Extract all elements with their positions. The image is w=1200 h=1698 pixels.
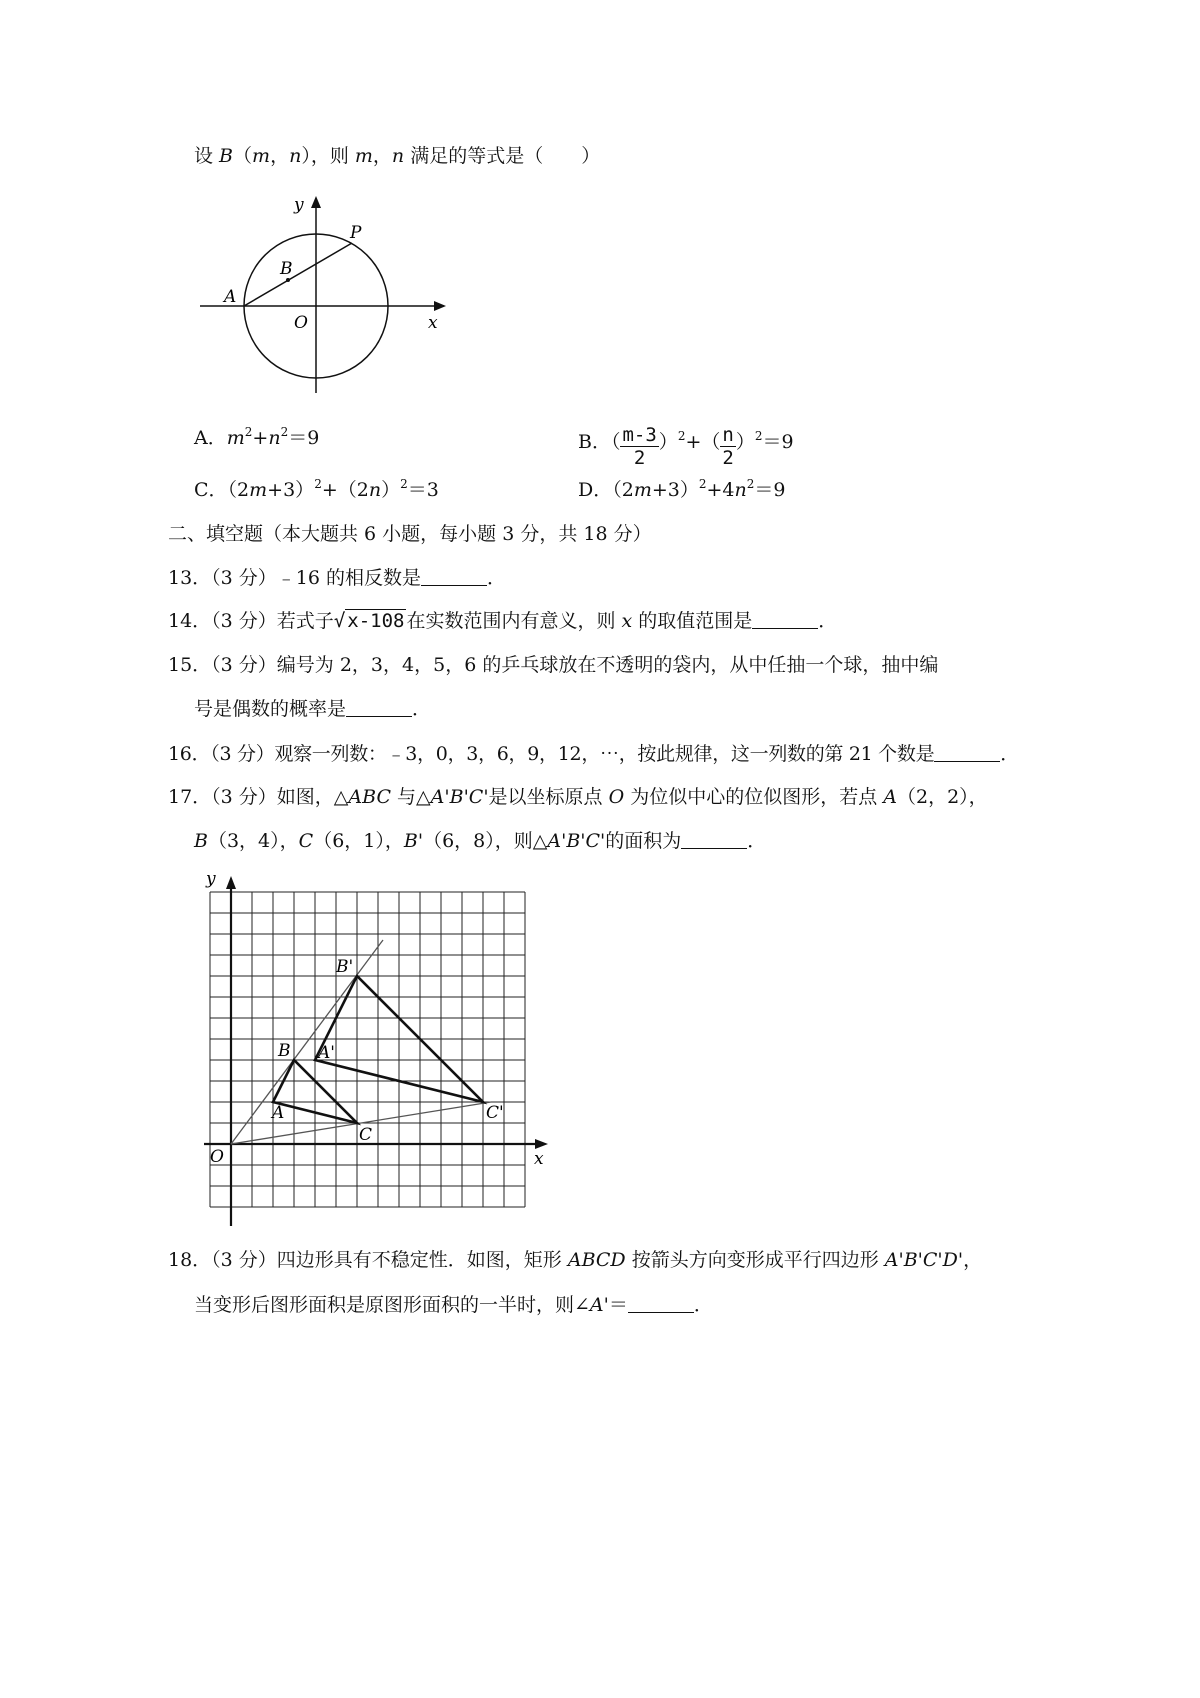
triangle-name: ABC (348, 786, 391, 808)
y-arrow-icon (311, 196, 321, 208)
q17-grid-figure (196, 872, 556, 1228)
answer-blank[interactable] (346, 698, 412, 717)
q12-var-m: m (252, 145, 271, 167)
label-Bp: B' (336, 957, 354, 977)
q12-option-d (578, 476, 786, 504)
x-arrow-icon (535, 1139, 548, 1149)
question-16 (168, 740, 1019, 768)
q14-text: 在实数范围内有意义，则 (406, 610, 622, 632)
q12-text: ），则 (301, 145, 355, 167)
q12-text: 设 (194, 145, 220, 167)
exponent: 2 (314, 477, 322, 491)
answer-blank[interactable] (752, 610, 818, 629)
q17-text: （3，4）， (207, 830, 299, 852)
radicand: x-108 (347, 610, 405, 632)
q18-text: 当变形后图形面积是原图形面积的一半时，则∠ (194, 1294, 590, 1316)
var-m: m (633, 479, 652, 501)
question-18-line1 (168, 1246, 982, 1274)
equals: ＝9 (288, 427, 320, 449)
var-B: B (194, 830, 208, 852)
text: +3） (651, 479, 699, 501)
label-Cp: C' (486, 1103, 504, 1123)
numerator: m-3 (622, 424, 657, 446)
question-17-line2 (194, 827, 766, 855)
exponent: 2 (746, 477, 755, 491)
fraction (620, 424, 658, 469)
numerator: n (722, 424, 734, 446)
rect-name: ABCD (567, 1249, 626, 1271)
q12-text: （ (233, 145, 253, 167)
label-y: y (206, 872, 216, 889)
label-B: B (278, 1041, 291, 1061)
var-n: n (368, 479, 382, 501)
q17-text: 是以坐标原点 (488, 786, 609, 808)
var-n: n (734, 479, 747, 501)
q12-text: 满足的等式是（ ） (404, 145, 601, 167)
var-A: A (883, 786, 897, 808)
question-17-line1 (168, 783, 988, 811)
period: ． (487, 567, 507, 589)
answer-blank[interactable] (421, 567, 487, 586)
label-y: y (294, 195, 304, 215)
q17-text: 17．（3 分）如图，△ (168, 786, 349, 808)
exponent: 2 (400, 477, 408, 491)
plus: +（ (685, 431, 721, 453)
option-label: B．（ (578, 431, 621, 453)
q12-text: ， (270, 145, 290, 167)
section-heading: 二、填空题（本大题共 6 小题，每小题 3 分，共 18 分） (168, 523, 652, 545)
q12-var-m: m (354, 145, 373, 167)
exponent: 2 (280, 425, 289, 439)
sqrt-expression (334, 607, 407, 635)
text: +（2 (321, 479, 369, 501)
text: +3） (267, 479, 315, 501)
q17-text: 的面积为 (605, 830, 682, 852)
q17-text: 与△ (391, 786, 431, 808)
q13-text: 13．（3 分）﹣16 的相反数是 (168, 567, 422, 589)
q18-text: 按箭头方向变形成平行四边形 (625, 1249, 885, 1271)
triangle-name: A'B'C' (547, 830, 606, 852)
var-n: n (268, 427, 281, 449)
grid-lines (210, 892, 525, 1207)
label-A: A (224, 287, 237, 307)
q12-var-n: n (391, 145, 405, 167)
q17-text: （2，2）， (897, 786, 988, 808)
paren: ） (658, 431, 678, 453)
var-O: O (608, 786, 625, 808)
q12-stem (194, 142, 600, 170)
q12-option-c (194, 476, 439, 504)
fraction (720, 424, 735, 469)
period: ． (818, 610, 838, 632)
var-Ap: A' (589, 1294, 609, 1316)
exponent: 2 (244, 425, 253, 439)
y-arrow-icon (226, 876, 236, 889)
q17-text: （6，8），则△ (423, 830, 548, 852)
label-P: P (350, 223, 362, 243)
q14-text: 的取值范围是 (632, 610, 753, 632)
var-m: m (226, 427, 245, 449)
exponent: 2 (754, 429, 763, 443)
question-13 (168, 564, 506, 592)
label-C: C (359, 1125, 373, 1145)
equals: ＝3 (407, 479, 439, 501)
exponent: 2 (698, 477, 707, 491)
q12-var-n: n (289, 145, 302, 167)
radical-icon: √ (333, 610, 346, 632)
answer-blank[interactable] (628, 1294, 694, 1313)
q17-text: 为位似中心的位似图形，若点 (624, 786, 884, 808)
parallelogram-name: A'B'C'D' (884, 1249, 964, 1271)
option-label: A． (194, 427, 227, 449)
answer-blank[interactable] (934, 743, 1000, 762)
q17-text: （6，1）， (313, 830, 404, 852)
q18-text: ， (963, 1249, 983, 1271)
plus: + (252, 427, 269, 449)
label-O: O (294, 313, 308, 333)
var-m: m (249, 479, 268, 501)
x-arrow-icon (434, 301, 446, 311)
period: ． (412, 698, 432, 720)
q16-text: 16．（3 分）观察一列数：﹣3，0，3，6，9，12，⋯，按此规律，这一列数的第 21 个数是 (168, 743, 935, 765)
q18-text: ＝ (608, 1294, 628, 1316)
equals: ＝9 (762, 431, 794, 453)
ray-OB (231, 940, 383, 1144)
label-x: x (534, 1149, 544, 1169)
q18-text: 18．（3 分）四边形具有不稳定性．如图，矩形 (168, 1249, 568, 1271)
var-C: C (298, 830, 314, 852)
equals: ＝9 (754, 479, 786, 501)
q12-var-B: B (219, 145, 234, 167)
period: ． (747, 830, 767, 852)
option-label: C．（2 (194, 479, 250, 501)
option-label: D．（2 (578, 479, 634, 501)
label-A: A (272, 1103, 285, 1123)
var-x: x (621, 610, 633, 632)
label-B: B (280, 259, 293, 279)
period: ． (693, 1294, 713, 1316)
q12-option-b (578, 424, 794, 469)
label-x: x (428, 313, 438, 333)
question-14 (168, 607, 837, 635)
text: +4 (706, 479, 735, 501)
q12-option-a (194, 424, 319, 452)
label-Ap: A' (318, 1043, 335, 1063)
answer-blank[interactable] (681, 830, 747, 849)
label-O: O (210, 1147, 224, 1167)
period: ． (1000, 743, 1019, 765)
question-15-line1: 15．（3 分）编号为 2，3，4，5，6 的乒乓球放在不透明的袋内，从中任抽一个球，抽中编 (168, 654, 939, 676)
question-15-line2 (194, 695, 431, 723)
q15-text: 号是偶数的概率是 (194, 698, 347, 720)
var-Bp: B' (403, 830, 424, 852)
denominator: 2 (722, 447, 734, 469)
q12-circle-figure (190, 188, 460, 400)
triangle-name: A'B'C' (430, 786, 489, 808)
paren: ） (735, 431, 755, 453)
question-18-line2 (194, 1291, 713, 1319)
segment-AP (244, 243, 352, 306)
denominator: 2 (633, 447, 646, 469)
q12-text: ， (372, 145, 392, 167)
q14-text: 14．（3 分）若式子 (168, 610, 334, 632)
exponent: 2 (677, 429, 686, 443)
text: ） (381, 479, 401, 501)
